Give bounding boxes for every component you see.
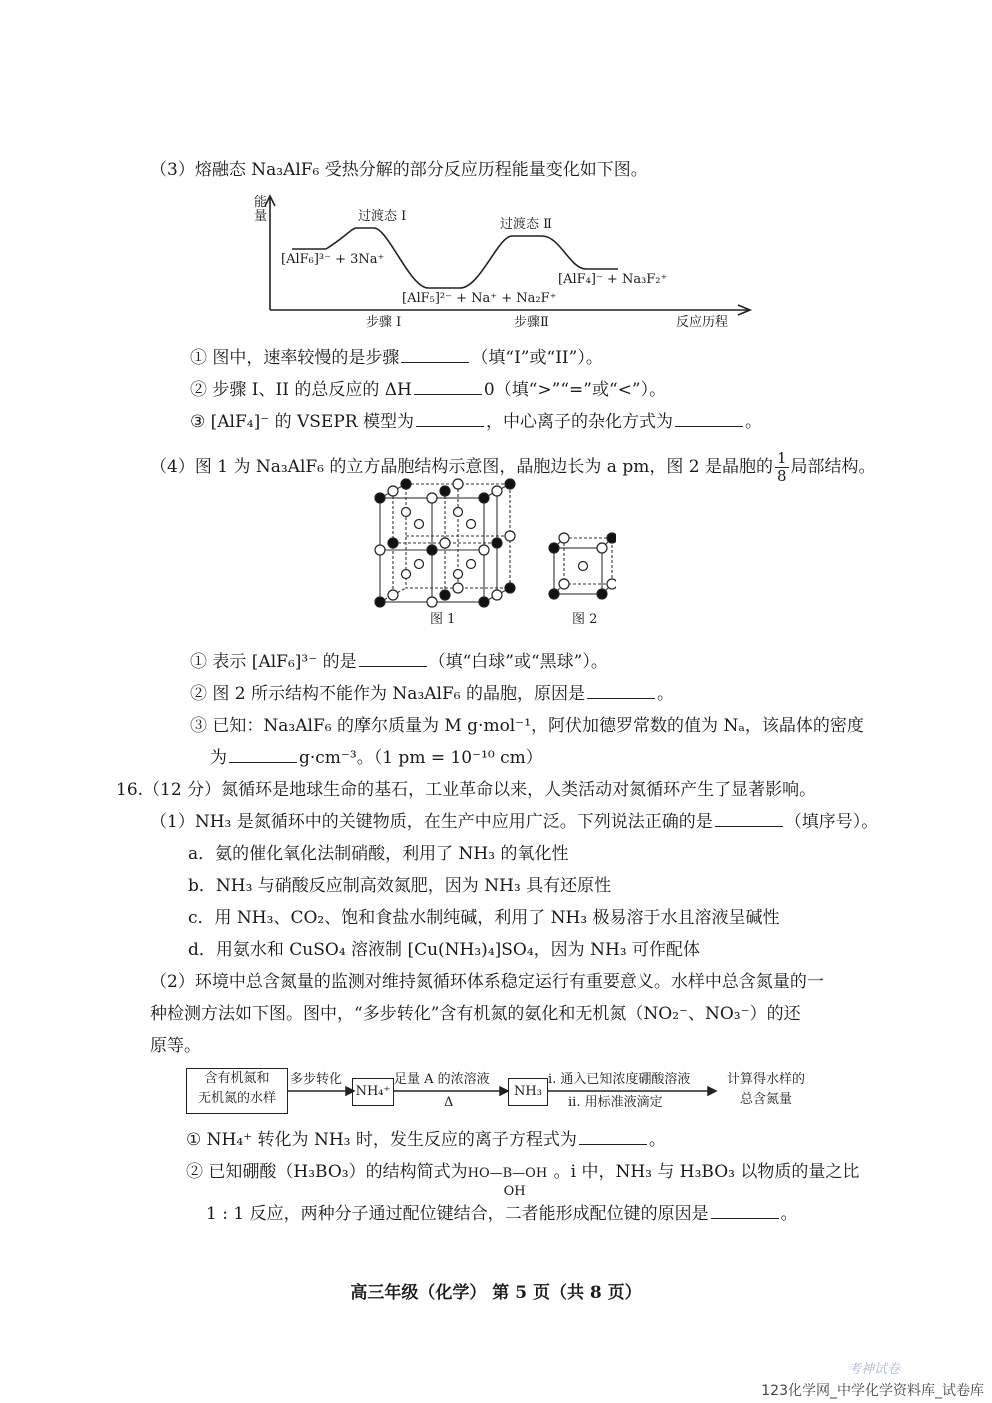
q16-2-line2: 种检测方法如下图。图中，“多步转化”含有机氮的氨化和无机氮（NO₂⁻、NO₃⁻）的还 (150, 1004, 801, 1024)
arrow1-label: 多步转化 (290, 1072, 343, 1087)
y-axis-label (254, 196, 267, 224)
fraction-numerator: 1 (776, 449, 787, 467)
answer-blank[interactable] (675, 410, 743, 427)
fraction-denominator: 8 (776, 467, 787, 485)
q15-3-q3-text: ③ [AlF₄]⁻ 的 VSEPR 模型为 (190, 412, 414, 432)
result-line1: 计算得水样的 (726, 1072, 805, 1087)
q15-3-intro: （3）熔融态 Na₃AlF₆ 受热分解的部分反应历程能量变化如下图。 (150, 160, 648, 180)
q15-3-q2-text: ② 步骤 I、II 的总反应的 ΔH (190, 380, 412, 400)
q15-4-q3-line2-tail: g·cm⁻³。（1 pm = 10⁻¹⁰ cm） (299, 748, 543, 768)
option-b: b．NH₃ 与硝酸反应制高效氮肥，因为 NH₃ 具有还原性 (188, 876, 612, 896)
q15-4-q2 (190, 682, 674, 706)
watermark-text: 123化学网_中学化学资料库_试卷库 (761, 1383, 984, 1399)
q16-2-q1-text: ① NH₄⁺ 转化为 NH₃ 时，发生反应的离子方程式为 (186, 1130, 577, 1150)
step2-label: 步骤Ⅱ (514, 315, 549, 330)
q15-3-q3 (190, 410, 762, 434)
q16-2-line1: （2）环境中总含氮量的监测对维持氮循环体系稳定运行有重要意义。水样中总含氮量的一 (150, 972, 824, 992)
crystal-cell-figure-2 (546, 532, 616, 600)
q15-4-q3-line2-text: 为 (210, 748, 227, 768)
q15-3-q3-tail: 。 (745, 412, 762, 432)
fraction (775, 450, 789, 485)
boric-acid-top: HO—B—OH (467, 1166, 548, 1181)
q16-2-line3: 原等。 (150, 1036, 201, 1056)
arrow3-bottom-label: ii. 用标准液滴定 (568, 1095, 663, 1110)
q15-4-q2-tail: 。 (656, 684, 674, 704)
q16-1-text: （1）NH₃ 是氮循环中的关键物质，在生产中应用广泛。下列说法正确的是 (150, 812, 713, 832)
q15-3-q1 (190, 346, 603, 370)
sample-box-line2: 无机氮的水样 (197, 1091, 276, 1106)
step1-label: 步骤 I (366, 315, 402, 330)
sample-box (186, 1068, 288, 1114)
answer-blank[interactable] (401, 346, 469, 363)
fig1-label: 图 1 (430, 612, 456, 627)
boric-acid-structure (467, 1162, 554, 1199)
q16-2-q2-line2-text: 1 : 1 反应，两种分子通过配位键结合，二者能形成配位键的原因是 (206, 1204, 709, 1224)
q15-3-q2-tail: 0（填“>”“=”或“<”）。 (483, 380, 667, 400)
q16-title: 16.（12 分）氮循环是地球生命的基石，工业革命以来，人类活动对氮循环产生了显著影响。 (116, 780, 817, 800)
q16-2-q1-tail: 。 (648, 1130, 666, 1150)
answer-blank[interactable] (587, 682, 655, 699)
q15-4-q2-text: ② 图 2 所示结构不能作为 Na₃AlF₆ 的晶胞，原因是 (190, 684, 585, 704)
q15-4-intro-text: （4）图 1 为 Na₃AlF₆ 的立方晶胞结构示意图，晶胞边长为 a pm，图 2 是晶胞的 (150, 457, 773, 477)
answer-blank[interactable] (229, 746, 297, 763)
nh3-box: NH₃ (508, 1078, 548, 1106)
answer-blank[interactable] (414, 378, 482, 395)
state2-label: [AlF₅]²⁻ + Na⁺ + Na₂F⁺ (402, 291, 557, 306)
q16-2-q2-tail: 。i 中，NH₃ 与 H₃BO₃ 以物质的量之比 (553, 1162, 860, 1182)
boric-acid-bottom: OH (503, 1184, 526, 1199)
q16-2-q1 (186, 1128, 666, 1152)
q16-2-q2-text: ② 已知硼酸（H₃BO₃）的结构简式为 (186, 1162, 468, 1182)
q16-1-stem (150, 810, 878, 834)
result-line2: 总含氮量 (739, 1092, 792, 1107)
answer-blank[interactable] (416, 410, 484, 427)
q15-4-q1 (190, 650, 608, 674)
answer-blank[interactable] (359, 650, 427, 667)
arrow2-bottom-label: Δ (444, 1095, 454, 1110)
fig2-label: 图 2 (572, 612, 598, 627)
page-footer: 高三年级（化学） 第 5 页（共 8 页） (350, 1283, 642, 1303)
sample-box-line1: 含有机氮和 (204, 1071, 270, 1086)
option-c: c．用 NH₃、CO₂、饱和食盐水制纯碱，利用了 NH₃ 极易溶于水且溶液呈碱性 (188, 908, 780, 928)
q15-4-q1-tail: （填“白球”或“黑球”）。 (428, 652, 608, 672)
option-d: d．用氨水和 CuSO₄ 溶液制 [Cu(NH₃)₄]SO₄，因为 NH₃ 可作配体 (188, 940, 700, 960)
ts1-label: 过渡态 I (358, 209, 407, 224)
q15-3-q2 (190, 378, 666, 402)
q16-2-q2-line2-tail: 。 (780, 1204, 798, 1224)
option-a: a．氨的催化氧化法制硝酸，利用了 NH₃ 的氧化性 (188, 844, 569, 864)
answer-blank[interactable] (579, 1128, 647, 1145)
q15-3-q3-mid: ，中心离子的杂化方式为 (486, 412, 673, 432)
q16-2-q2-line2 (206, 1202, 798, 1226)
nh4-box: NH₄⁺ (352, 1078, 394, 1106)
y-axis-label-text: 能量 (254, 195, 268, 224)
result-label (718, 1070, 814, 1110)
state1-label: [AlF₆]³⁻ + 3Na⁺ (281, 252, 385, 267)
q15-4-intro-tail: 局部结构。 (790, 457, 876, 477)
crystal-cell-figure-1 (370, 478, 520, 610)
answer-blank[interactable] (711, 1202, 779, 1219)
x-axis-label: 反应历程 (676, 315, 729, 330)
answer-blank[interactable] (715, 810, 783, 827)
q15-4-q1-text: ① 表示 [AlF₆]³⁻ 的是 (190, 652, 357, 672)
arrow2-top-label: 足量 A 的浓溶液 (394, 1072, 490, 1087)
state3-label: [AlF₄]⁻ + Na₃F₂⁺ (558, 272, 668, 287)
arrow3-top-label: i. 通入已知浓度硼酸溶液 (548, 1072, 691, 1087)
watermark-logo: 考神试卷 (847, 1362, 900, 1377)
q15-4-q3: ③ 已知：Na₃AlF₆ 的摩尔质量为 M g·mol⁻¹，阿伏加德罗常数的值为 Nₐ，该晶体的密度 (190, 716, 864, 736)
q15-4-q3-line2 (210, 746, 543, 770)
q15-3-q1-tail: （填“I”或“II”）。 (471, 348, 603, 368)
q16-1-tail: （填序号）。 (784, 812, 879, 832)
q15-3-q1-text: ① 图中，速率较慢的是步骤 (190, 348, 400, 368)
q16-2-q2 (186, 1160, 860, 1199)
ts2-label: 过渡态 Ⅱ (500, 217, 552, 232)
